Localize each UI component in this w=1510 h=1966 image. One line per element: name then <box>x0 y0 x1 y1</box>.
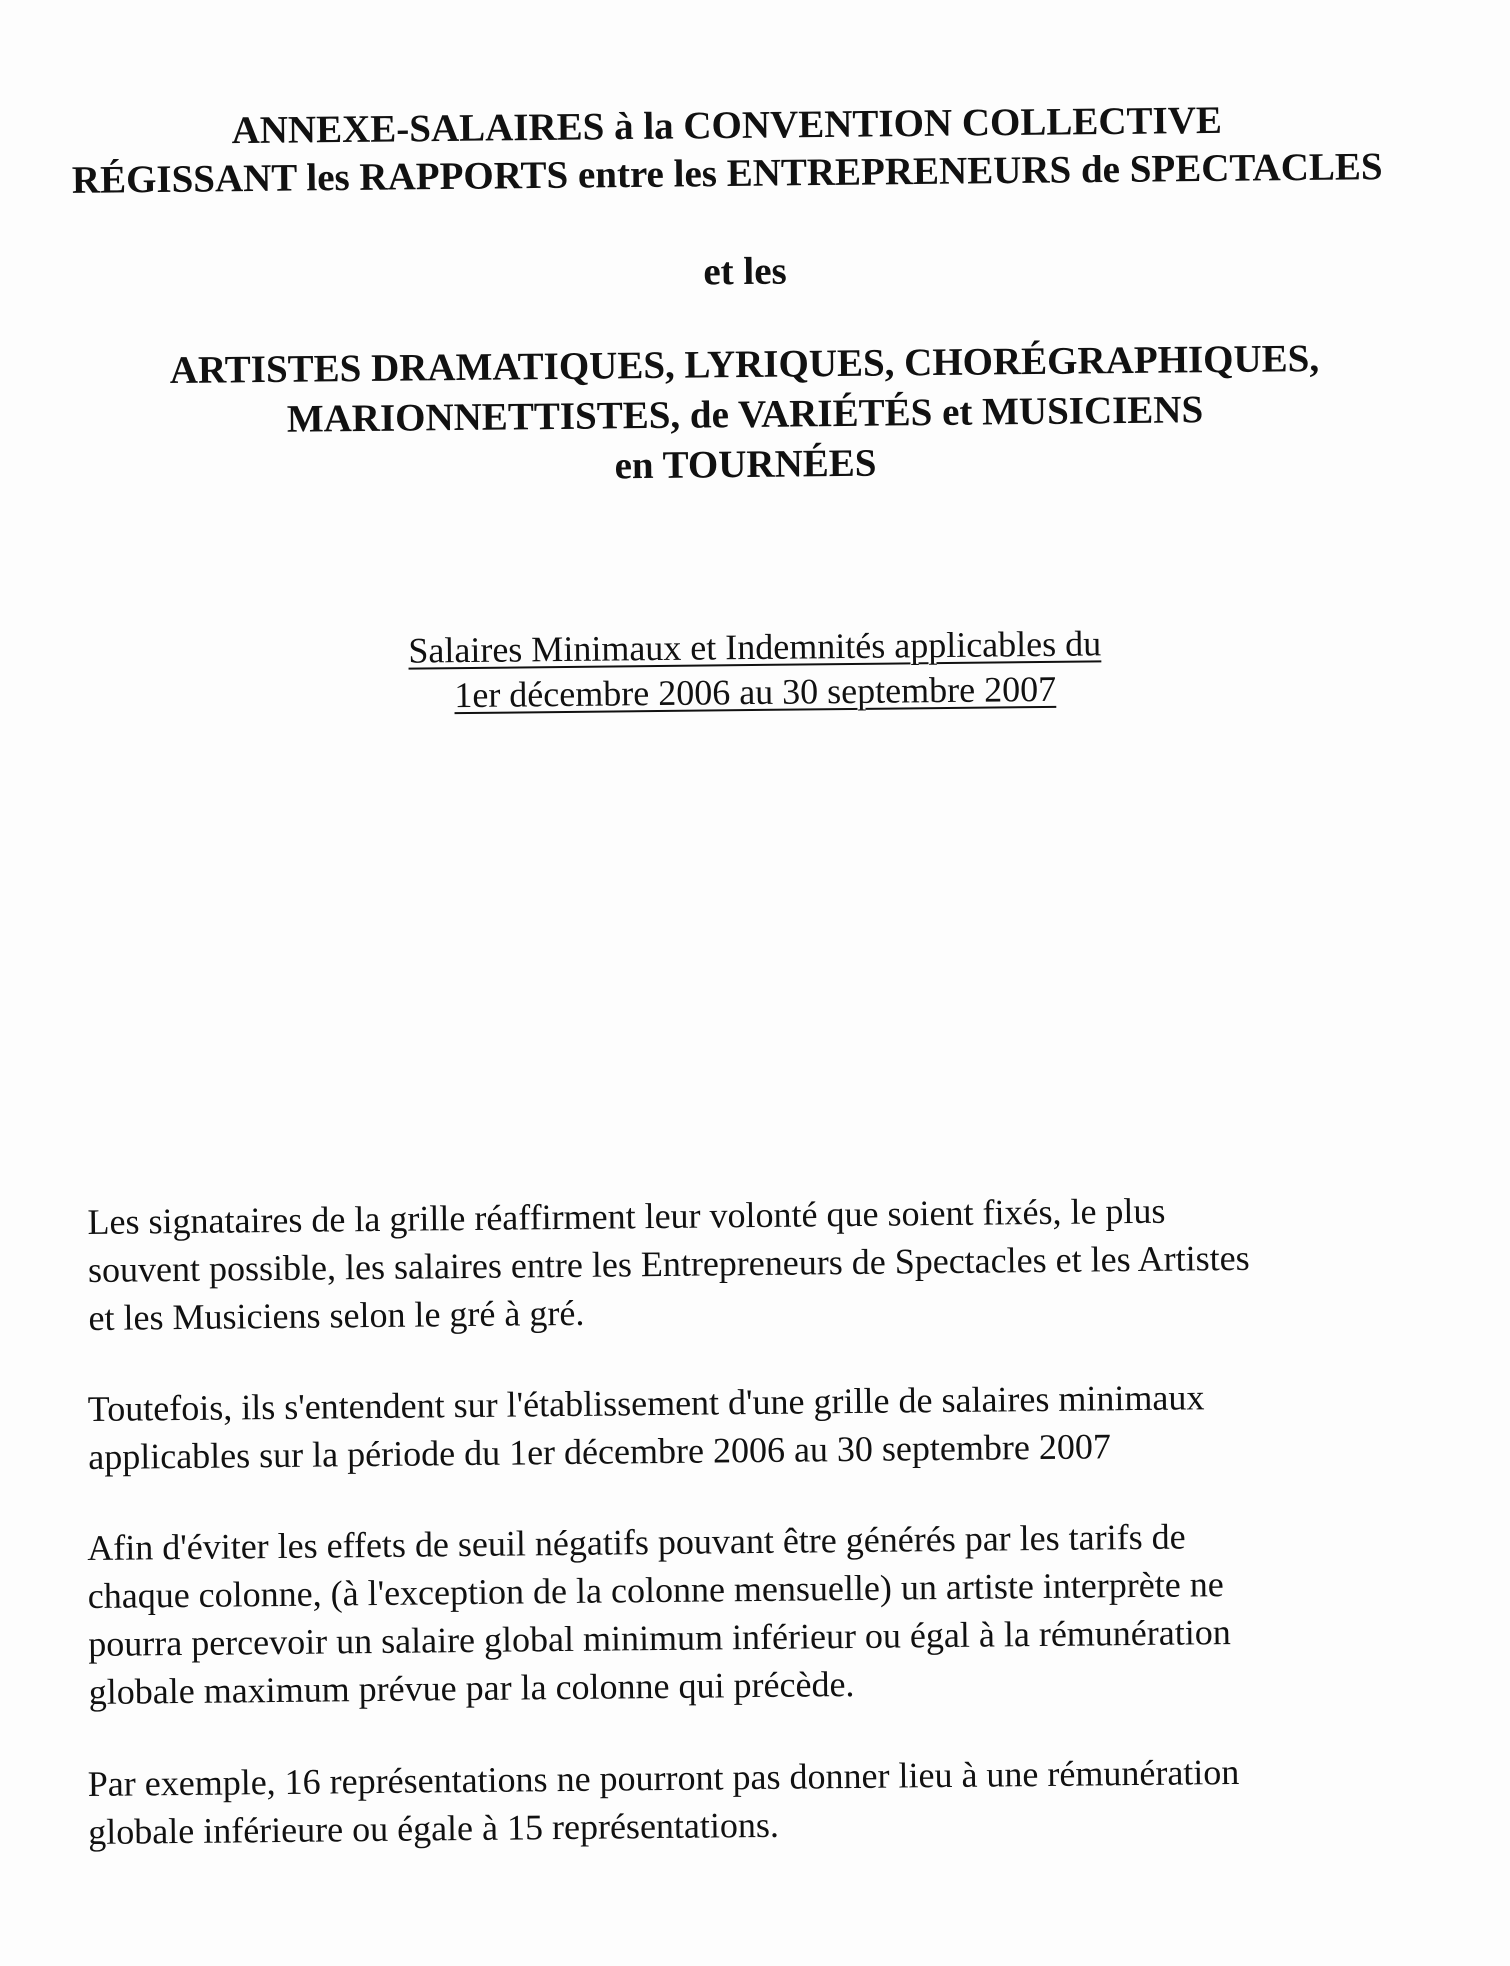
artistes-line: ARTISTES DRAMATIQUES, LYRIQUES, CHORÉGRAPHIQUES, <box>169 336 1320 393</box>
paragraph-line: Toutefois, ils s'entendent sur l'établissement d'une grille de salaires minimaux <box>87 1377 1205 1430</box>
paragraph-line: globale inférieure ou égale à 15 représentations. <box>88 1804 780 1852</box>
artistes-line: en TOURNÉES <box>614 441 877 488</box>
paragraph-grille-minimaux <box>87 1371 1408 1481</box>
paragraph-line: applicables sur la période du 1er décembre 2006 au 30 septembre 2007 <box>88 1426 1112 1477</box>
title-connector <box>0 240 1500 304</box>
paragraph-exemple <box>87 1746 1408 1856</box>
subtitle-line: Salaires Minimaux et Indemnités applicables du <box>408 623 1102 671</box>
paragraph-gre-a-gre <box>87 1184 1408 1342</box>
paragraph-line: et les Musiciens selon le gré à gré. <box>88 1292 585 1338</box>
paragraph-line: pourra percevoir un salaire global minimum inférieur ou égal à la rémunération <box>88 1612 1231 1664</box>
subtitle-line: 1er décembre 2006 au 30 septembre 2007 <box>454 668 1057 716</box>
title-line: ANNEXE-SALAIRES à la CONVENTION COLLECTIVE <box>231 98 1223 153</box>
artistes-line: MARIONNETTISTES, de VARIÉTÉS et MUSICIENS <box>286 388 1204 441</box>
artistes-heading <box>0 332 1501 498</box>
paragraph-line: Par exemple, 16 représentations ne pourront pas donner lieu à une rémunération <box>87 1751 1240 1805</box>
paragraph-line: Les signataires de la grille réaffirment leur volonté que soient fixés, le plus <box>87 1190 1166 1243</box>
validity-subtitle <box>0 617 1510 723</box>
paragraph-line: globale maximum prévue par la colonne qui précède. <box>88 1663 855 1712</box>
title-line: RÉGISSANT les RAPPORTS entre les ENTREPRENEURS de SPECTACLES <box>71 145 1383 202</box>
paragraph-effets-de-seuil <box>87 1510 1409 1716</box>
paragraph-line: chaque colonne, (à l'exception de la colonne mensuelle) un artiste interprète ne <box>87 1564 1224 1617</box>
document-title <box>0 94 1482 206</box>
et-les-text: et les <box>703 249 787 294</box>
paragraph-line: souvent possible, les salaires entre les Entrepreneurs de Spectacles et les Artistes <box>87 1237 1250 1290</box>
paragraph-line: Afin d'éviter les effets de seuil négatifs pouvant être générés par les tarifs de <box>87 1516 1186 1569</box>
